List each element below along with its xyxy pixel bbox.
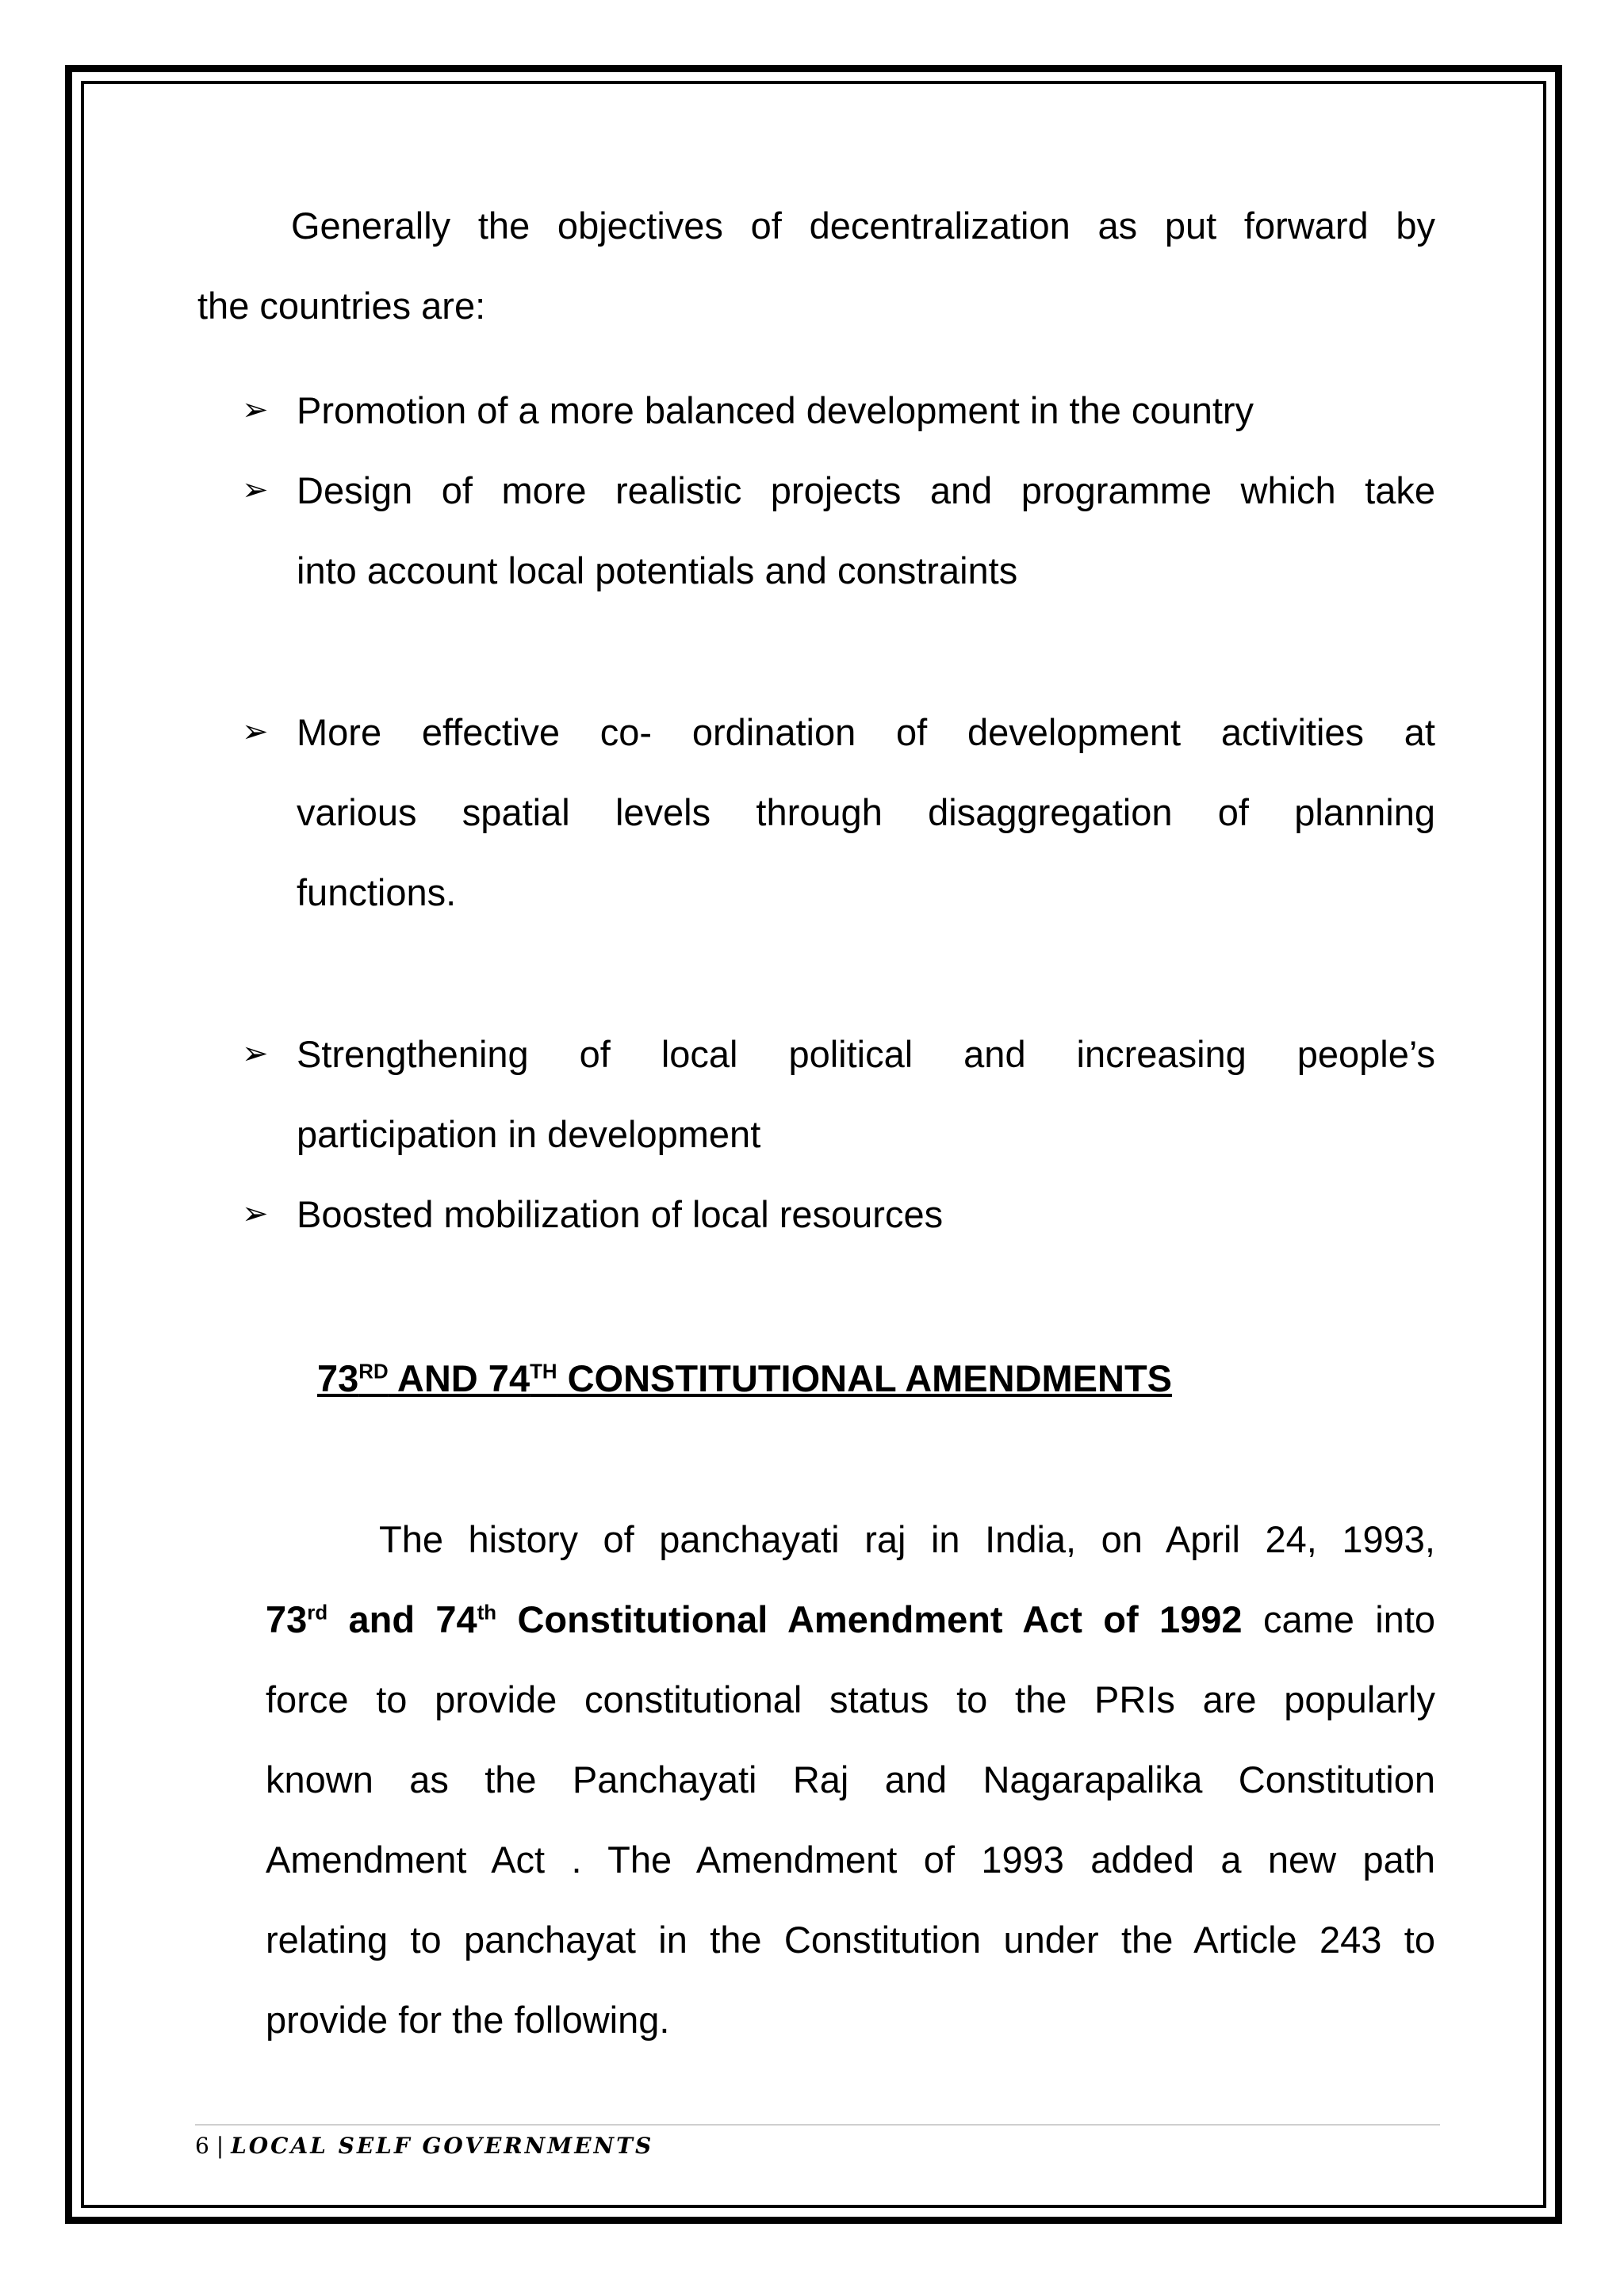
body-line-6: relating to panchayat in the Constitution under the Article 243 to — [266, 1919, 1435, 1961]
body-line-3: force to provide constitutional status to the PRIs are popularly — [266, 1678, 1435, 1720]
bullet-5-line-1: Boosted mobilization of local resources — [297, 1193, 944, 1235]
body-line-2: 73rd and 74th Constitutional Amendment Act of 1992 came into — [266, 1598, 1436, 1640]
page-footer — [195, 2133, 653, 2159]
bullet-arrow-icon: ➢ — [242, 714, 269, 749]
bullet-3-line-1: More effective co- ordination of development activities at — [297, 711, 1435, 753]
intro-line-1: Generally the objectives of decentralization as put forward by — [291, 205, 1435, 247]
bullet-4-line-1: Strengthening of local political and increasing people’s — [297, 1033, 1435, 1075]
body-line-1: The history of panchayati raj in India, on April 24, 1993, — [379, 1518, 1435, 1560]
bullet-1-line-1: Promotion of a more balanced development in the country — [297, 389, 1254, 431]
bullet-2-line-2: into account local potentials and constraints — [297, 549, 1018, 591]
body-line-4: known as the Panchayati Raj and Nagarapalika Constitution — [266, 1758, 1435, 1800]
bullet-4-line-2: participation in development — [297, 1113, 761, 1155]
footer-title: LOCAL SELF GOVERNMENTS — [231, 2133, 654, 2159]
bullet-arrow-icon: ➢ — [242, 1196, 269, 1231]
intro-line-2: the countries are: — [197, 285, 486, 327]
page-number: 6 — [195, 2133, 209, 2159]
section-heading: 73RD AND 74TH CONSTITUTIONAL AMENDMENTS — [317, 1357, 1173, 1399]
body-line-5: Amendment Act . The Amendment of 1993 added a new path — [266, 1839, 1435, 1881]
bullet-3-line-3: functions. — [297, 871, 457, 913]
bullet-3-line-2: various spatial levels through disaggregation of planning — [297, 791, 1435, 833]
bullet-arrow-icon: ➢ — [242, 473, 269, 507]
footer-rule — [195, 2124, 1440, 2126]
body-line-7: provide for the following. — [266, 1999, 670, 2041]
bullet-2-line-1: Design of more realistic projects and programme which take — [297, 469, 1435, 511]
footer-separator: | — [216, 2133, 224, 2159]
bullet-arrow-icon: ➢ — [242, 392, 269, 427]
bullet-arrow-icon: ➢ — [242, 1036, 269, 1071]
